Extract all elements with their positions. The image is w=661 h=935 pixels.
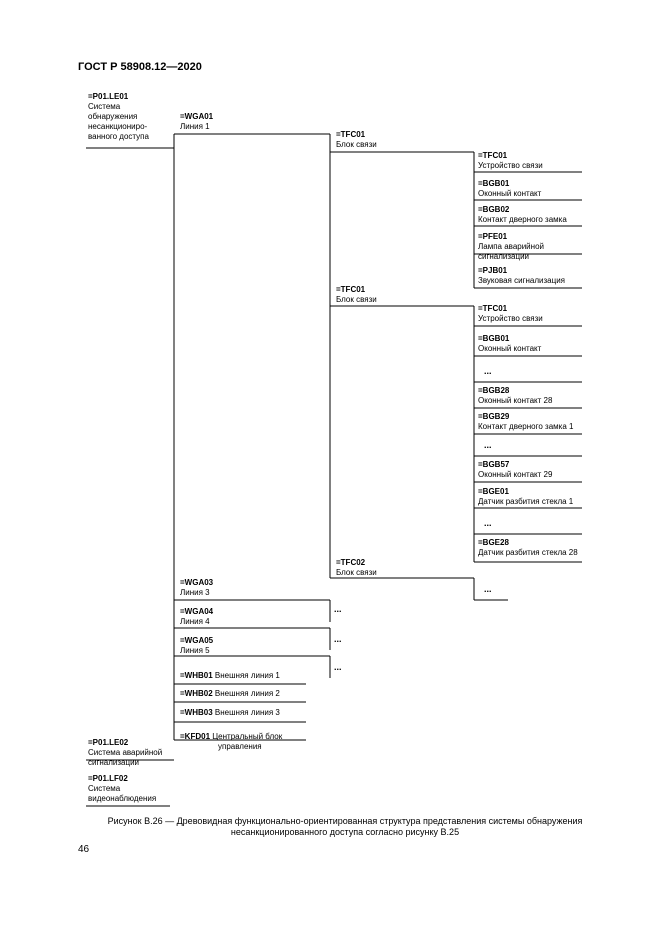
item-code: =BGB01 — [478, 334, 510, 343]
item-code: =BGB57 — [478, 460, 510, 469]
root-line-4: ванного доступа — [88, 132, 149, 141]
wga05-node — [180, 636, 213, 656]
kfd01-node — [180, 732, 282, 752]
item-code: =BGE01 — [478, 487, 509, 496]
line-label: Линия 5 — [180, 646, 210, 655]
wga03-node — [180, 578, 213, 598]
item-code: =TFC01 — [478, 304, 508, 313]
group2-item — [478, 460, 552, 480]
item-label: Датчик разбития стекла 28 — [478, 548, 578, 557]
item-label: Оконный контакт — [478, 189, 542, 198]
kfd-label-2: управления — [218, 742, 262, 751]
root-line-3: несанкциониро- — [88, 122, 148, 131]
item-code: =PFE01 — [478, 232, 508, 241]
ext-label: Внешняя линия 2 — [214, 689, 280, 698]
item-code: =PJB01 — [478, 266, 508, 275]
group2-item — [478, 304, 543, 324]
wga03-ellipsis: ... — [334, 604, 342, 614]
item-label-2: сигнализации — [478, 252, 530, 261]
figure-caption: Рисунок В.26 — Древовидная функционально-ориентированная структура представления системы обнаружения несанкционированного доступа согласно рисунку В.25 — [107, 816, 583, 837]
external-line-2 — [180, 689, 280, 699]
sys3-node — [88, 774, 156, 804]
line-code: =WGA03 — [180, 578, 214, 587]
wga05-ellipsis: ... — [334, 662, 342, 672]
root-system-node — [88, 92, 149, 142]
tfc02-node — [336, 558, 377, 578]
page-number: 46 — [78, 844, 90, 855]
line-label: Линия 4 — [180, 617, 210, 626]
ext-label: Внешняя линия 1 — [214, 671, 280, 680]
item-code: =BGE28 — [478, 538, 509, 547]
sys3-label: Система — [88, 784, 121, 793]
sys2-label: Система аварийной — [88, 748, 163, 757]
group2-ellipsis: ... — [484, 440, 492, 450]
item-label: Датчик разбития стекла 1 — [478, 497, 574, 506]
group2-item — [478, 386, 552, 406]
ext-label: Внешняя линия 3 — [214, 708, 280, 717]
group2-item — [478, 487, 573, 507]
item-label: Контакт дверного замка 1 — [478, 422, 574, 431]
tfc01-b-code: =TFC01 — [336, 285, 366, 294]
item-code: =BGB01 — [478, 179, 510, 188]
item-code: =BGB28 — [478, 386, 510, 395]
ext-code: =WHB03 — [180, 708, 213, 717]
tfc01-a-code: =TFC01 — [336, 130, 366, 139]
item-code: =BGB02 — [478, 205, 510, 214]
group2-item — [478, 334, 541, 354]
group1-item — [478, 205, 567, 225]
group1-item — [478, 232, 544, 262]
wga04-ellipsis: ... — [334, 634, 342, 644]
item-label: Оконный контакт 29 — [478, 470, 553, 479]
group1-item — [478, 151, 543, 171]
item-label: Лампа аварийной — [478, 242, 544, 251]
group1-item — [478, 179, 541, 199]
kfd-label: Центральный блок — [212, 732, 283, 741]
item-label: Оконный контакт 28 — [478, 396, 553, 405]
group2-ellipsis: ... — [484, 518, 492, 528]
line-code: =WGA04 — [180, 607, 214, 616]
wga04-node — [180, 607, 213, 627]
item-label: Устройство связи — [478, 314, 543, 323]
sys2-label-2: сигнализации — [88, 758, 140, 767]
document-header: ГОСТ Р 58908.12—2020 — [78, 61, 202, 73]
external-line-3 — [180, 708, 280, 718]
item-label: Контакт дверного замка — [478, 215, 567, 224]
root-line-2: обнаружения — [88, 112, 138, 121]
sys3-code: =P01.LF02 — [88, 774, 128, 783]
item-code: =TFC01 — [478, 151, 508, 160]
ext-code: =WHB02 — [180, 689, 213, 698]
sys2-code: =P01.LE02 — [88, 738, 129, 747]
wga01-node — [180, 112, 213, 132]
tfc01-b-label: Блок связи — [336, 295, 377, 304]
wga01-label: Линия 1 — [180, 122, 210, 131]
sys3-label-2: видеонаблюдения — [88, 794, 157, 803]
sys2-node — [88, 738, 162, 768]
tfc02-label: Блок связи — [336, 568, 377, 577]
item-label: Устройство связи — [478, 161, 543, 170]
group1-item — [478, 266, 565, 286]
tfc01-a-label: Блок связи — [336, 140, 377, 149]
item-code: =BGB29 — [478, 412, 510, 421]
group2-item — [478, 412, 573, 432]
group2-item — [478, 538, 578, 558]
root-line-1: Система — [88, 102, 121, 111]
line-label: Линия 3 — [180, 588, 210, 597]
item-label: Оконный контакт — [478, 344, 542, 353]
group2-ellipsis: ... — [484, 366, 492, 376]
tfc01-a-node — [336, 130, 377, 150]
external-line-1 — [180, 671, 280, 681]
kfd-code: =KFD01 — [180, 732, 211, 741]
tfc01-b-node — [336, 285, 377, 305]
ext-code: =WHB01 — [180, 671, 213, 680]
line-code: =WGA05 — [180, 636, 214, 645]
item-label: Звуковая сигнализация — [478, 276, 565, 285]
tfc02-ellipsis: ... — [484, 584, 492, 594]
wga01-code: =WGA01 — [180, 112, 214, 121]
tfc02-code: =TFC02 — [336, 558, 366, 567]
root-code: =P01.LE01 — [88, 92, 129, 101]
